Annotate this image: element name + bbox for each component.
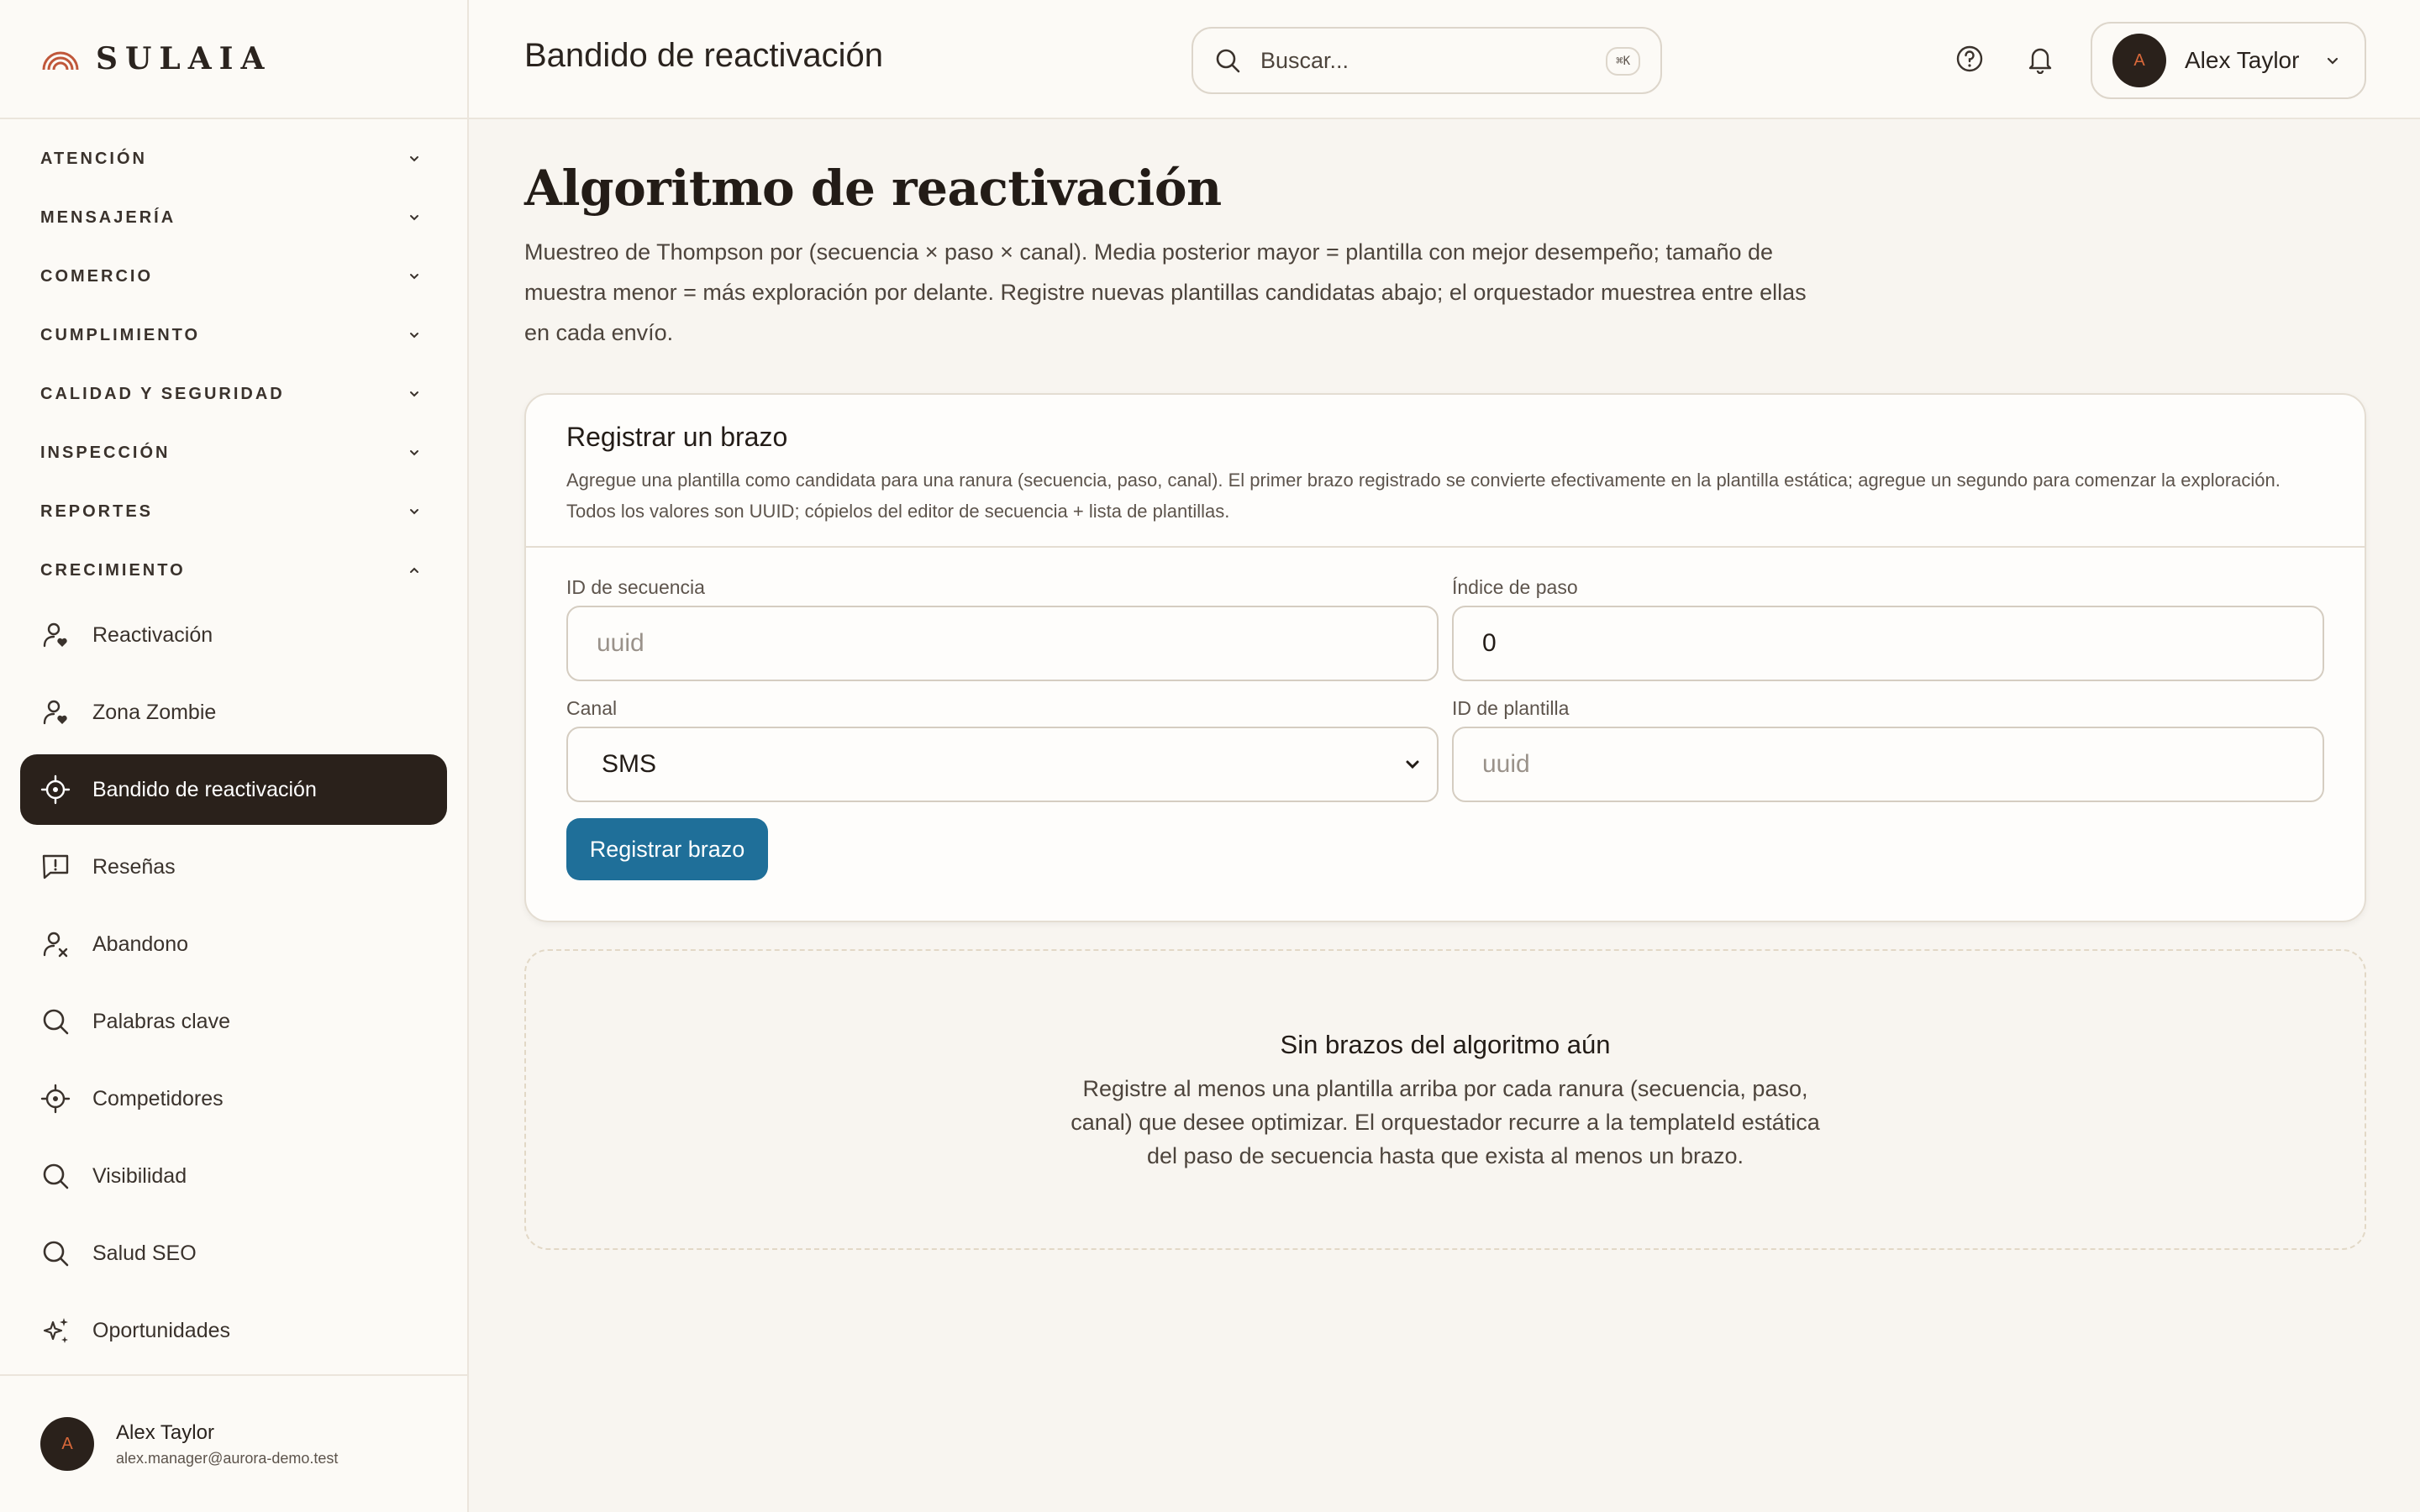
- sidebar: [0, 0, 469, 1512]
- main-content: [524, 119, 2366, 1250]
- search-icon: [1213, 46, 1242, 75]
- sidebar-section-cumplimiento[interactable]: CUMPLIMIENTO: [0, 306, 467, 365]
- sidebar-item-abandono[interactable]: Abandono: [20, 909, 447, 979]
- channel-select[interactable]: [566, 727, 1439, 802]
- user-heart-icon: [40, 697, 71, 727]
- top-header: [469, 0, 2420, 119]
- keyboard-shortcut-badge: ⌘K: [1606, 47, 1640, 76]
- sidebar-item-visibilidad[interactable]: Visibilidad: [20, 1141, 447, 1211]
- template-id-input[interactable]: [1452, 727, 2324, 802]
- sidebar-section-inspeccion[interactable]: INSPECCIÓN: [0, 423, 467, 482]
- sidebar-nav: [0, 600, 467, 1366]
- sidebar-item-zona-zombie[interactable]: Zona Zombie: [20, 677, 447, 748]
- bell-icon[interactable]: [2025, 44, 2055, 74]
- page-description: Muestreo de Thompson por (secuencia × paso × canal). Media posterior mayor = plantilla con mejor desempeño; tamaño de muestra menor = más exploración por delante. Registre nuevas plantillas candidatas abajo; el orquestador muestrea entre ellas en cada envío.: [524, 239, 1807, 345]
- register-arm-card: [524, 393, 2366, 922]
- chevron-down-icon: [407, 386, 422, 402]
- step-index-label: Índice de paso: [1452, 576, 1578, 598]
- template-id-field: [1452, 697, 2324, 802]
- brand-name: SULAIA: [96, 41, 272, 76]
- sidebar-item-competidores[interactable]: Competidores: [20, 1063, 447, 1134]
- sidebar-item-resenas[interactable]: Reseñas: [20, 832, 447, 902]
- search-icon: [40, 1238, 71, 1268]
- chevron-down-icon: [407, 151, 422, 166]
- user-heart-icon: [40, 620, 71, 650]
- sidebar-item-bandido-de-reactivacion[interactable]: Bandido de reactivación: [20, 754, 447, 825]
- sidebar-section-mensajeria[interactable]: MENSAJERÍA: [0, 188, 467, 247]
- user-menu-name: Alex Taylor: [2185, 47, 2300, 73]
- chevron-up-icon: [407, 563, 422, 578]
- sidebar-item-salud-seo[interactable]: Salud SEO: [20, 1218, 447, 1289]
- chevron-down-icon: [1403, 755, 1422, 774]
- empty-state-text: Registre al menos una plantilla arriba por cada ranura (secuencia, paso, canal) que desee optimizar. El orquestador recurre a la templateId estática del paso de secuencia hasta que exista al menos un brazo.: [1071, 1076, 1820, 1168]
- sidebar-user-profile[interactable]: [0, 1374, 467, 1512]
- help-icon[interactable]: [1954, 44, 1985, 74]
- avatar: A: [2112, 34, 2166, 87]
- sequence-id-field: [566, 576, 1439, 681]
- crosshair-icon: [40, 774, 71, 805]
- page-title: Bandido de reactivación: [524, 37, 883, 74]
- step-index-field: [1452, 576, 2324, 681]
- register-arm-button[interactable]: Registrar brazo: [566, 818, 768, 880]
- channel-select-value: SMS: [602, 750, 657, 778]
- empty-state: [524, 949, 2366, 1250]
- sidebar-section-reportes[interactable]: REPORTES: [0, 482, 467, 541]
- chevron-down-icon: [407, 210, 422, 225]
- brand-logo[interactable]: [0, 0, 467, 119]
- chevron-down-icon: [407, 504, 422, 519]
- sidebar-section-comercio[interactable]: COMERCIO: [0, 247, 467, 306]
- channel-label: Canal: [566, 697, 618, 719]
- sidebar-item-palabras-clave[interactable]: Palabras clave: [20, 986, 447, 1057]
- card-title: Registrar un brazo: [566, 422, 788, 452]
- sidebar-item-oportunidades[interactable]: Oportunidades: [20, 1295, 447, 1366]
- sparkles-icon: [40, 1315, 71, 1346]
- sidebar-section-crecimiento[interactable]: CRECIMIENTO: [0, 541, 467, 600]
- rainbow-logo-icon: [40, 46, 81, 71]
- user-name: Alex Taylor: [116, 1420, 214, 1444]
- user-x-icon: [40, 929, 71, 959]
- card-subtitle: Agregue una plantilla como candidata para una ranura (secuencia, paso, canal). El primer brazo registrado se convierte efectivamente en la plantilla estática; agregue un segundo para comenzar la exploración. Todos los valores son UUID; cópielos del editor de secuencia + lista de plantillas.: [566, 470, 2281, 522]
- main-heading: Algoritmo de reactivación: [524, 160, 1222, 217]
- chevron-down-icon: [407, 328, 422, 343]
- channel-field: [566, 697, 1439, 802]
- sidebar-item-reactivacion[interactable]: Reactivación: [20, 600, 447, 670]
- avatar: A: [40, 1417, 94, 1471]
- sidebar-section-atencion[interactable]: ATENCIÓN: [0, 129, 467, 188]
- message-alert-icon: [40, 852, 71, 882]
- search-icon: [40, 1161, 71, 1191]
- user-menu-button[interactable]: [2091, 22, 2366, 99]
- chevron-down-icon: [407, 269, 422, 284]
- search-bar[interactable]: [1192, 27, 1662, 94]
- user-email: alex.manager@aurora-demo.test: [116, 1449, 339, 1467]
- sidebar-section-calidad[interactable]: CALIDAD Y SEGURIDAD: [0, 365, 467, 423]
- sequence-id-input[interactable]: [566, 606, 1439, 681]
- search-icon: [40, 1006, 71, 1037]
- template-id-label: ID de plantilla: [1452, 697, 1570, 719]
- sequence-id-label: ID de secuencia: [566, 576, 705, 598]
- search-input[interactable]: [1260, 48, 1580, 74]
- empty-state-title: Sin brazos del algoritmo aún: [1280, 1030, 1611, 1059]
- chevron-down-icon: [407, 445, 422, 460]
- step-index-input[interactable]: 0: [1452, 606, 2324, 681]
- crosshair-icon: [40, 1084, 71, 1114]
- chevron-down-icon: [2324, 52, 2341, 69]
